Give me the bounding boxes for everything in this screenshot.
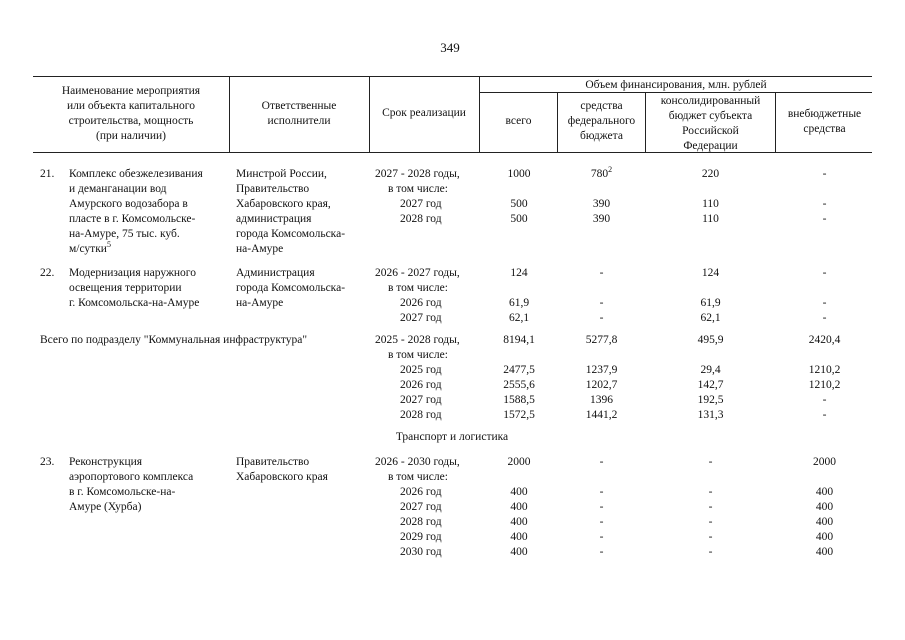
year-label: 2027 год [400,501,442,513]
col-divider [369,76,370,152]
cell-consolidated: 124 [701,267,720,279]
cell-extra: - [822,312,827,324]
cell-consolidated: 495,9 [697,334,724,346]
header-responsible: Ответственные исполнители [261,100,337,127]
cell-federal-value: 780 [590,168,609,180]
cell-consolidated: - [708,516,713,528]
cell-extra: - [822,198,827,210]
cell-federal: - [599,267,604,279]
cell-extra: 400 [815,486,834,498]
period-sub: в том числе: [388,282,448,294]
row-name: Реконструкция аэропортового комплекса в г. Комсомольске-на- Амуре (Хурба) [69,456,194,513]
footnote-mark: 2 [608,165,613,175]
year-label: 2028 год [400,516,442,528]
col-divider [479,76,480,152]
year-label: 2025 год [400,364,442,376]
cell-consolidated: 61,9 [700,297,721,309]
cell-federal [559,167,644,182]
year-label: 2026 год [400,379,442,391]
cell-federal: 1202,7 [585,379,618,391]
cell-federal: - [599,546,604,558]
period-sub: в том числе: [388,349,448,361]
period-sub: в том числе: [388,183,448,195]
cell-consolidated: 110 [702,198,719,210]
col-divider [645,92,646,152]
row-responsible: Правительство Хабаровского края [236,456,328,483]
cell-federal: - [599,531,604,543]
cell-total: 2555,6 [503,379,535,391]
cell-federal: - [599,486,604,498]
subtotal-label: Всего по подразделу "Коммунальная инфраструктура" [40,334,308,346]
col-divider [775,92,776,152]
year-label: 2028 год [400,213,442,225]
row-number: 22. [40,267,55,279]
year-label: 2028 год [400,409,442,421]
cell-consolidated: 110 [702,213,719,225]
cell-consolidated: 29,4 [700,364,721,376]
cell-extra: - [822,213,827,225]
cell-total: 1588,5 [503,394,535,406]
cell-consolidated: - [708,531,713,543]
page-number: 349 [440,40,460,55]
cell-federal: - [599,312,604,324]
cell-federal: - [599,297,604,309]
cell-consolidated: 62,1 [700,312,721,324]
cell-extra: - [822,297,827,309]
row-responsible: Минстрой России, Правительство Хабаровского края, администрация города Комсомольска- на-Амуре [236,168,346,255]
cell-total: 61,9 [508,297,530,309]
cell-extra: - [822,394,827,406]
cell-total: 1572,5 [503,409,535,421]
cell-federal: - [599,516,604,528]
header-consolidated: консолидированный бюджет субъекта Российской Федерации [660,95,761,152]
cell-federal: 1441,2 [585,409,618,421]
cell-consolidated: 142,7 [697,379,724,391]
section-title: Транспорт и логистика [395,431,509,443]
cell-total: 400 [510,486,528,498]
cell-federal: 1237,9 [585,364,618,376]
cell-federal: 390 [592,213,611,225]
year-label: 2030 год [400,546,442,558]
cell-consolidated: 131,3 [697,409,724,421]
cell-extra: 400 [815,546,834,558]
cell-consolidated: 220 [701,168,720,180]
period-main: 2025 - 2028 годы, [375,334,460,346]
cell-extra: 400 [815,501,834,513]
row-responsible: Администрация города Комсомольска- на-Амуре [236,267,346,309]
cell-federal: 390 [592,198,611,210]
footnote-mark: 5 [106,240,111,250]
period-main: 2026 - 2027 годы, [375,267,460,279]
cell-extra: - [822,168,827,180]
cell-federal: - [599,456,604,468]
year-label: 2029 год [400,531,442,543]
cell-total: 124 [510,267,528,279]
cell-total: 1000 [507,168,531,180]
header-period: Срок реализации [382,107,466,119]
cell-extra: 2420,4 [808,334,841,346]
year-label: 2026 год [400,297,442,309]
year-label: 2027 год [400,198,442,210]
cell-total: 400 [510,531,528,543]
cell-extra: 400 [815,516,834,528]
cell-consolidated: - [708,546,713,558]
cell-federal: - [599,501,604,513]
row-name: Модернизация наружного освещения территории г. Комсомольска-на-Амуре [69,267,200,309]
year-label: 2026 год [400,486,442,498]
header-top-rule [33,76,872,77]
row-number: 23. [40,456,55,468]
cell-total: 500 [510,213,528,225]
cell-total: 400 [510,501,528,513]
header-name: Наименование мероприятия или объекта капитального строительства, мощность (при наличии) [61,85,201,142]
cell-total: 8194,1 [503,334,535,346]
cell-total: 500 [510,198,528,210]
cell-extra: - [822,267,827,279]
cell-extra: 1210,2 [808,364,841,376]
header-funding-group: Объем финансирования, млн. рублей [585,79,767,91]
cell-consolidated: - [708,501,713,513]
cell-federal: 1396 [590,394,613,406]
header-federal: средства федерального бюджета [567,100,636,142]
cell-federal: 5277,8 [585,334,618,346]
cell-total: 62,1 [508,312,530,324]
col-divider [229,76,230,152]
cell-consolidated: 192,5 [697,394,724,406]
cell-total: 2000 [507,456,531,468]
col-divider [557,92,558,152]
header-extrabudget: внебюджетные средства [787,108,862,135]
row-name-text: Комплекс обезжелезивания и деманганации вод Амурского водозабора в пласте в г. Комсомольске- на-Амуре, 75 тыс. куб. м/сутки [69,168,203,255]
header-total: всего [505,115,532,127]
period-main: 2026 - 2030 годы, [375,456,460,468]
row-name [69,167,203,257]
cell-consolidated: - [708,456,713,468]
cell-total: 2477,5 [503,364,535,376]
cell-consolidated: - [708,486,713,498]
row-number: 21. [40,168,55,180]
cell-extra: 2000 [813,456,836,468]
cell-extra: - [822,409,827,421]
cell-extra: 1210,2 [808,379,841,391]
year-label: 2027 год [400,394,442,406]
year-label: 2027 год [400,312,442,324]
period-sub: в том числе: [388,471,448,483]
period-main: 2027 - 2028 годы, [375,168,460,180]
cell-total: 400 [510,516,528,528]
cell-total: 400 [510,546,528,558]
cell-extra: 400 [815,531,834,543]
